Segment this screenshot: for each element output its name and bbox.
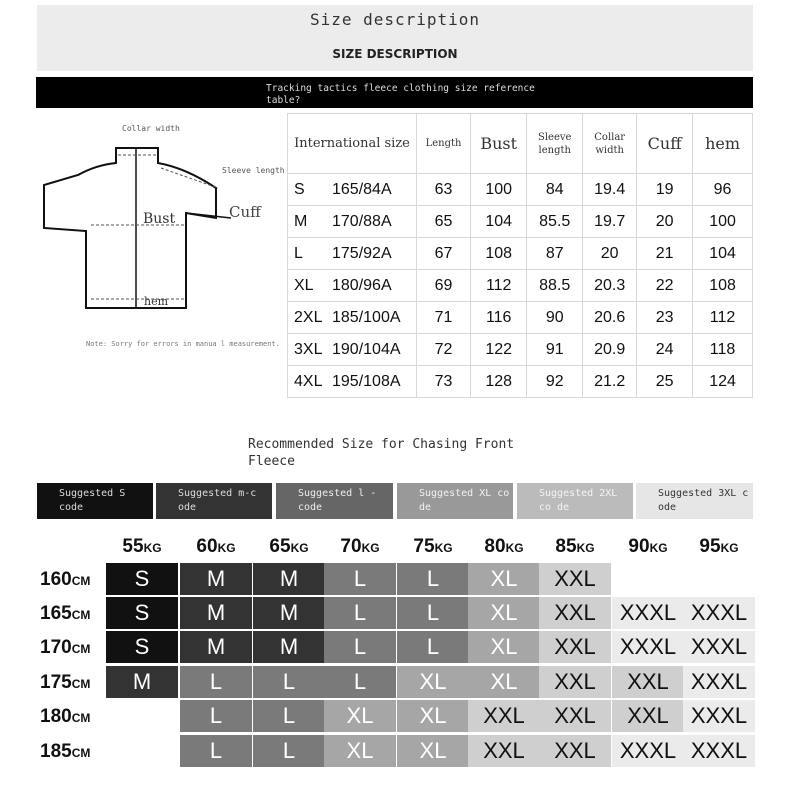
sleeve-length-cell: 88.5: [527, 270, 583, 302]
table-row: [288, 334, 753, 366]
international-size-cell: [288, 174, 417, 206]
cuff-label: Cuff: [229, 203, 261, 221]
hem-cell: 108: [693, 270, 753, 302]
sleeve-length-cell: 90: [527, 302, 583, 334]
table-row: [288, 302, 753, 334]
height-header: [40, 666, 110, 700]
sleeve-length-cell: 87: [527, 238, 583, 270]
size-cell: XXXL: [612, 597, 684, 629]
weight-header: [253, 536, 325, 558]
height-value: 170: [40, 637, 72, 658]
table-row: [288, 206, 753, 238]
header-international-size: International size: [288, 114, 417, 174]
size-cell: S: [106, 597, 178, 629]
size-cell: M: [106, 666, 178, 698]
title-bar-text: Tracking tactics fleece clothing size reference table?: [266, 83, 535, 106]
weight-unit: KG: [143, 541, 162, 555]
size-cell: L: [180, 735, 252, 767]
measurement-note: Note: Sorry for errors in manua l measurement.: [86, 340, 280, 348]
size-cell: XXL: [612, 700, 684, 732]
international-size-cell: [288, 334, 417, 366]
size-cell: XL: [468, 631, 540, 663]
bust-cell: 128: [471, 366, 527, 398]
sleeve-length-cell: 91: [527, 334, 583, 366]
table-row: [288, 366, 753, 398]
collar-width-cell: 19.4: [583, 174, 637, 206]
size-cell: XXL: [539, 631, 611, 663]
size-cell: XXL: [468, 735, 540, 767]
weight-unit: KG: [434, 541, 453, 555]
size-cell: XXL: [468, 700, 540, 732]
bust-cell: 104: [471, 206, 527, 238]
size-code: L: [294, 244, 303, 262]
size-cell: XXXL: [683, 631, 755, 663]
weight-value: 75: [413, 536, 435, 557]
cuff-cell: 21: [637, 238, 693, 270]
size-cell: XXXL: [612, 631, 684, 663]
sleeve-label: Sleeve length: [222, 166, 285, 175]
size-cell: L: [324, 666, 396, 698]
header-length: Length: [416, 114, 470, 174]
header-collar-width: Collar width: [583, 114, 637, 174]
size-spec: 185/100A: [332, 308, 401, 326]
height-header: [40, 700, 110, 734]
international-size-cell: [288, 206, 417, 238]
weight-unit: KG: [505, 541, 524, 555]
size-cell: XL: [397, 700, 469, 732]
weight-header: [397, 536, 469, 558]
weight-header: [468, 536, 540, 558]
size-cell: M: [253, 563, 325, 595]
table-row: [288, 238, 753, 270]
weight-header: [612, 536, 684, 558]
size-cell: M: [180, 631, 252, 663]
sleeve-length-cell: 84: [527, 174, 583, 206]
size-code: 3XL: [294, 340, 323, 358]
header-bust: Bust: [471, 114, 527, 174]
size-cell: L: [324, 597, 396, 629]
weight-unit: KG: [649, 541, 668, 555]
weight-unit: KG: [290, 541, 309, 555]
sleeve-length-cell: 92: [527, 366, 583, 398]
height-value: 165: [40, 603, 72, 624]
collar-label: Collar width: [122, 124, 180, 133]
height-value: 160: [40, 569, 72, 590]
height-unit: CM: [71, 677, 91, 691]
size-cell: XL: [468, 597, 540, 629]
bust-label: Bust: [143, 211, 176, 227]
size-cell: L: [253, 735, 325, 767]
hem-cell: 112: [693, 302, 753, 334]
height-value: 185: [40, 741, 72, 762]
size-spec: 170/88A: [332, 212, 392, 230]
size-cell: XL: [324, 735, 396, 767]
size-table: [287, 113, 753, 398]
height-unit: CM: [71, 711, 91, 725]
size-cell: M: [180, 563, 252, 595]
size-cell: L: [324, 631, 396, 663]
size-cell: L: [253, 700, 325, 732]
hem-cell: 118: [693, 334, 753, 366]
international-size-cell: [288, 302, 417, 334]
size-cell: L: [397, 631, 469, 663]
weight-header: [683, 536, 755, 558]
page-subtitle: SIZE DESCRIPTION: [332, 47, 458, 61]
size-cell: XL: [397, 666, 469, 698]
length-cell: 72: [416, 334, 470, 366]
header-hem: hem: [693, 114, 753, 174]
size-cell: M: [180, 597, 252, 629]
size-cell: L: [180, 666, 252, 698]
weight-value: 60: [196, 536, 218, 557]
legend-item: Suggested m-c ode: [156, 483, 272, 519]
size-spec: 165/84A: [332, 180, 392, 198]
size-cell: XXXL: [683, 700, 755, 732]
jacket-outline: [44, 148, 231, 308]
weight-value: 70: [340, 536, 362, 557]
weight-value: 80: [484, 536, 506, 557]
height-unit: CM: [71, 746, 91, 760]
size-cell: XXL: [612, 666, 684, 698]
size-cell: S: [106, 631, 178, 663]
cuff-cell: 23: [637, 302, 693, 334]
cuff-cell: 25: [637, 366, 693, 398]
height-unit: CM: [71, 642, 91, 656]
cuff-cell: 22: [637, 270, 693, 302]
table-row: [288, 174, 753, 206]
cuff-cell: 24: [637, 334, 693, 366]
hem-cell: 96: [693, 174, 753, 206]
legend-item: Suggested l -code: [276, 483, 393, 519]
weight-value: 65: [269, 536, 291, 557]
weight-unit: KG: [576, 541, 595, 555]
bust-cell: 112: [471, 270, 527, 302]
bust-cell: 122: [471, 334, 527, 366]
weight-value: 90: [628, 536, 650, 557]
international-size-cell: [288, 238, 417, 270]
cuff-cell: 20: [637, 206, 693, 238]
collar-width-cell: 20: [583, 238, 637, 270]
header-cuff: Cuff: [637, 114, 693, 174]
size-cell: M: [253, 631, 325, 663]
size-cell: L: [397, 563, 469, 595]
size-cell: XL: [468, 563, 540, 595]
size-cell: L: [397, 597, 469, 629]
weight-unit: KG: [361, 541, 380, 555]
collar-width-cell: 20.3: [583, 270, 637, 302]
size-cell: XXL: [539, 666, 611, 698]
size-code: M: [294, 212, 308, 230]
height-value: 180: [40, 706, 72, 727]
legend-item: Suggested 3XL c ode: [636, 483, 753, 519]
length-cell: 63: [416, 174, 470, 206]
collar-width-cell: 20.6: [583, 302, 637, 334]
bust-cell: 116: [471, 302, 527, 334]
weight-header: [106, 536, 178, 558]
height-unit: CM: [71, 574, 91, 588]
size-code: 4XL: [294, 372, 323, 390]
bust-cell: 100: [471, 174, 527, 206]
size-code: 2XL: [294, 308, 323, 326]
height-header: [40, 597, 110, 631]
length-cell: 71: [416, 302, 470, 334]
size-cell: M: [253, 597, 325, 629]
size-spec: 180/96A: [332, 276, 392, 294]
height-unit: CM: [71, 608, 91, 622]
size-cell: XXXL: [683, 666, 755, 698]
header-sleeve-length: Sleeve length: [527, 114, 583, 174]
weight-header: [539, 536, 611, 558]
size-code: S: [294, 180, 305, 198]
size-table-header: [288, 114, 753, 174]
size-cell: XL: [468, 666, 540, 698]
size-cell: XXL: [539, 597, 611, 629]
international-size-cell: [288, 270, 417, 302]
size-cell: XXXL: [612, 735, 684, 767]
length-cell: 67: [416, 238, 470, 270]
size-cell: XXL: [539, 563, 611, 595]
size-spec: 175/92A: [332, 244, 392, 262]
hem-cell: 104: [693, 238, 753, 270]
size-cell: XXL: [539, 735, 611, 767]
weight-unit: KG: [217, 541, 236, 555]
international-size-cell: [288, 366, 417, 398]
bust-cell: 108: [471, 238, 527, 270]
size-cell: XXXL: [683, 735, 755, 767]
recommend-title: Recommended Size for Chasing Front Fleece: [248, 437, 515, 469]
height-header: [40, 735, 110, 769]
page-title: Size description: [309, 10, 481, 29]
collar-width-cell: 19.7: [583, 206, 637, 238]
legend-item: Suggested XL co de: [397, 483, 513, 519]
size-cell: L: [324, 563, 396, 595]
cuff-cell: 19: [637, 174, 693, 206]
legend-item: Suggested 2XL co de: [517, 483, 633, 519]
sleeve-length-cell: 85.5: [527, 206, 583, 238]
height-header: [40, 631, 110, 665]
weight-value: 85: [555, 536, 577, 557]
jacket-diagram: [36, 113, 287, 398]
size-cell: L: [180, 700, 252, 732]
size-cell: L: [253, 666, 325, 698]
size-spec: 190/104A: [332, 340, 401, 358]
size-cell: S: [106, 563, 178, 595]
hem-label: hem: [144, 295, 169, 308]
length-cell: 65: [416, 206, 470, 238]
weight-unit: KG: [720, 541, 739, 555]
size-table-body: [288, 174, 753, 398]
weight-header: [324, 536, 396, 558]
height-header: [40, 563, 110, 597]
size-cell: XL: [397, 735, 469, 767]
length-cell: 69: [416, 270, 470, 302]
weight-value: 55: [122, 536, 144, 557]
weight-value: 95: [699, 536, 721, 557]
size-cell: XXXL: [683, 597, 755, 629]
size-code: XL: [294, 276, 314, 294]
collar-width-cell: 20.9: [583, 334, 637, 366]
legend-item: Suggested S code: [37, 483, 153, 519]
hem-cell: 124: [693, 366, 753, 398]
size-cell: XL: [324, 700, 396, 732]
hem-cell: 100: [693, 206, 753, 238]
collar-width-cell: 21.2: [583, 366, 637, 398]
size-spec: 195/108A: [332, 372, 401, 390]
table-row: [288, 270, 753, 302]
size-cell: XXL: [539, 700, 611, 732]
height-value: 175: [40, 672, 72, 693]
weight-header: [180, 536, 252, 558]
length-cell: 73: [416, 366, 470, 398]
measure-lines: [91, 155, 218, 299]
